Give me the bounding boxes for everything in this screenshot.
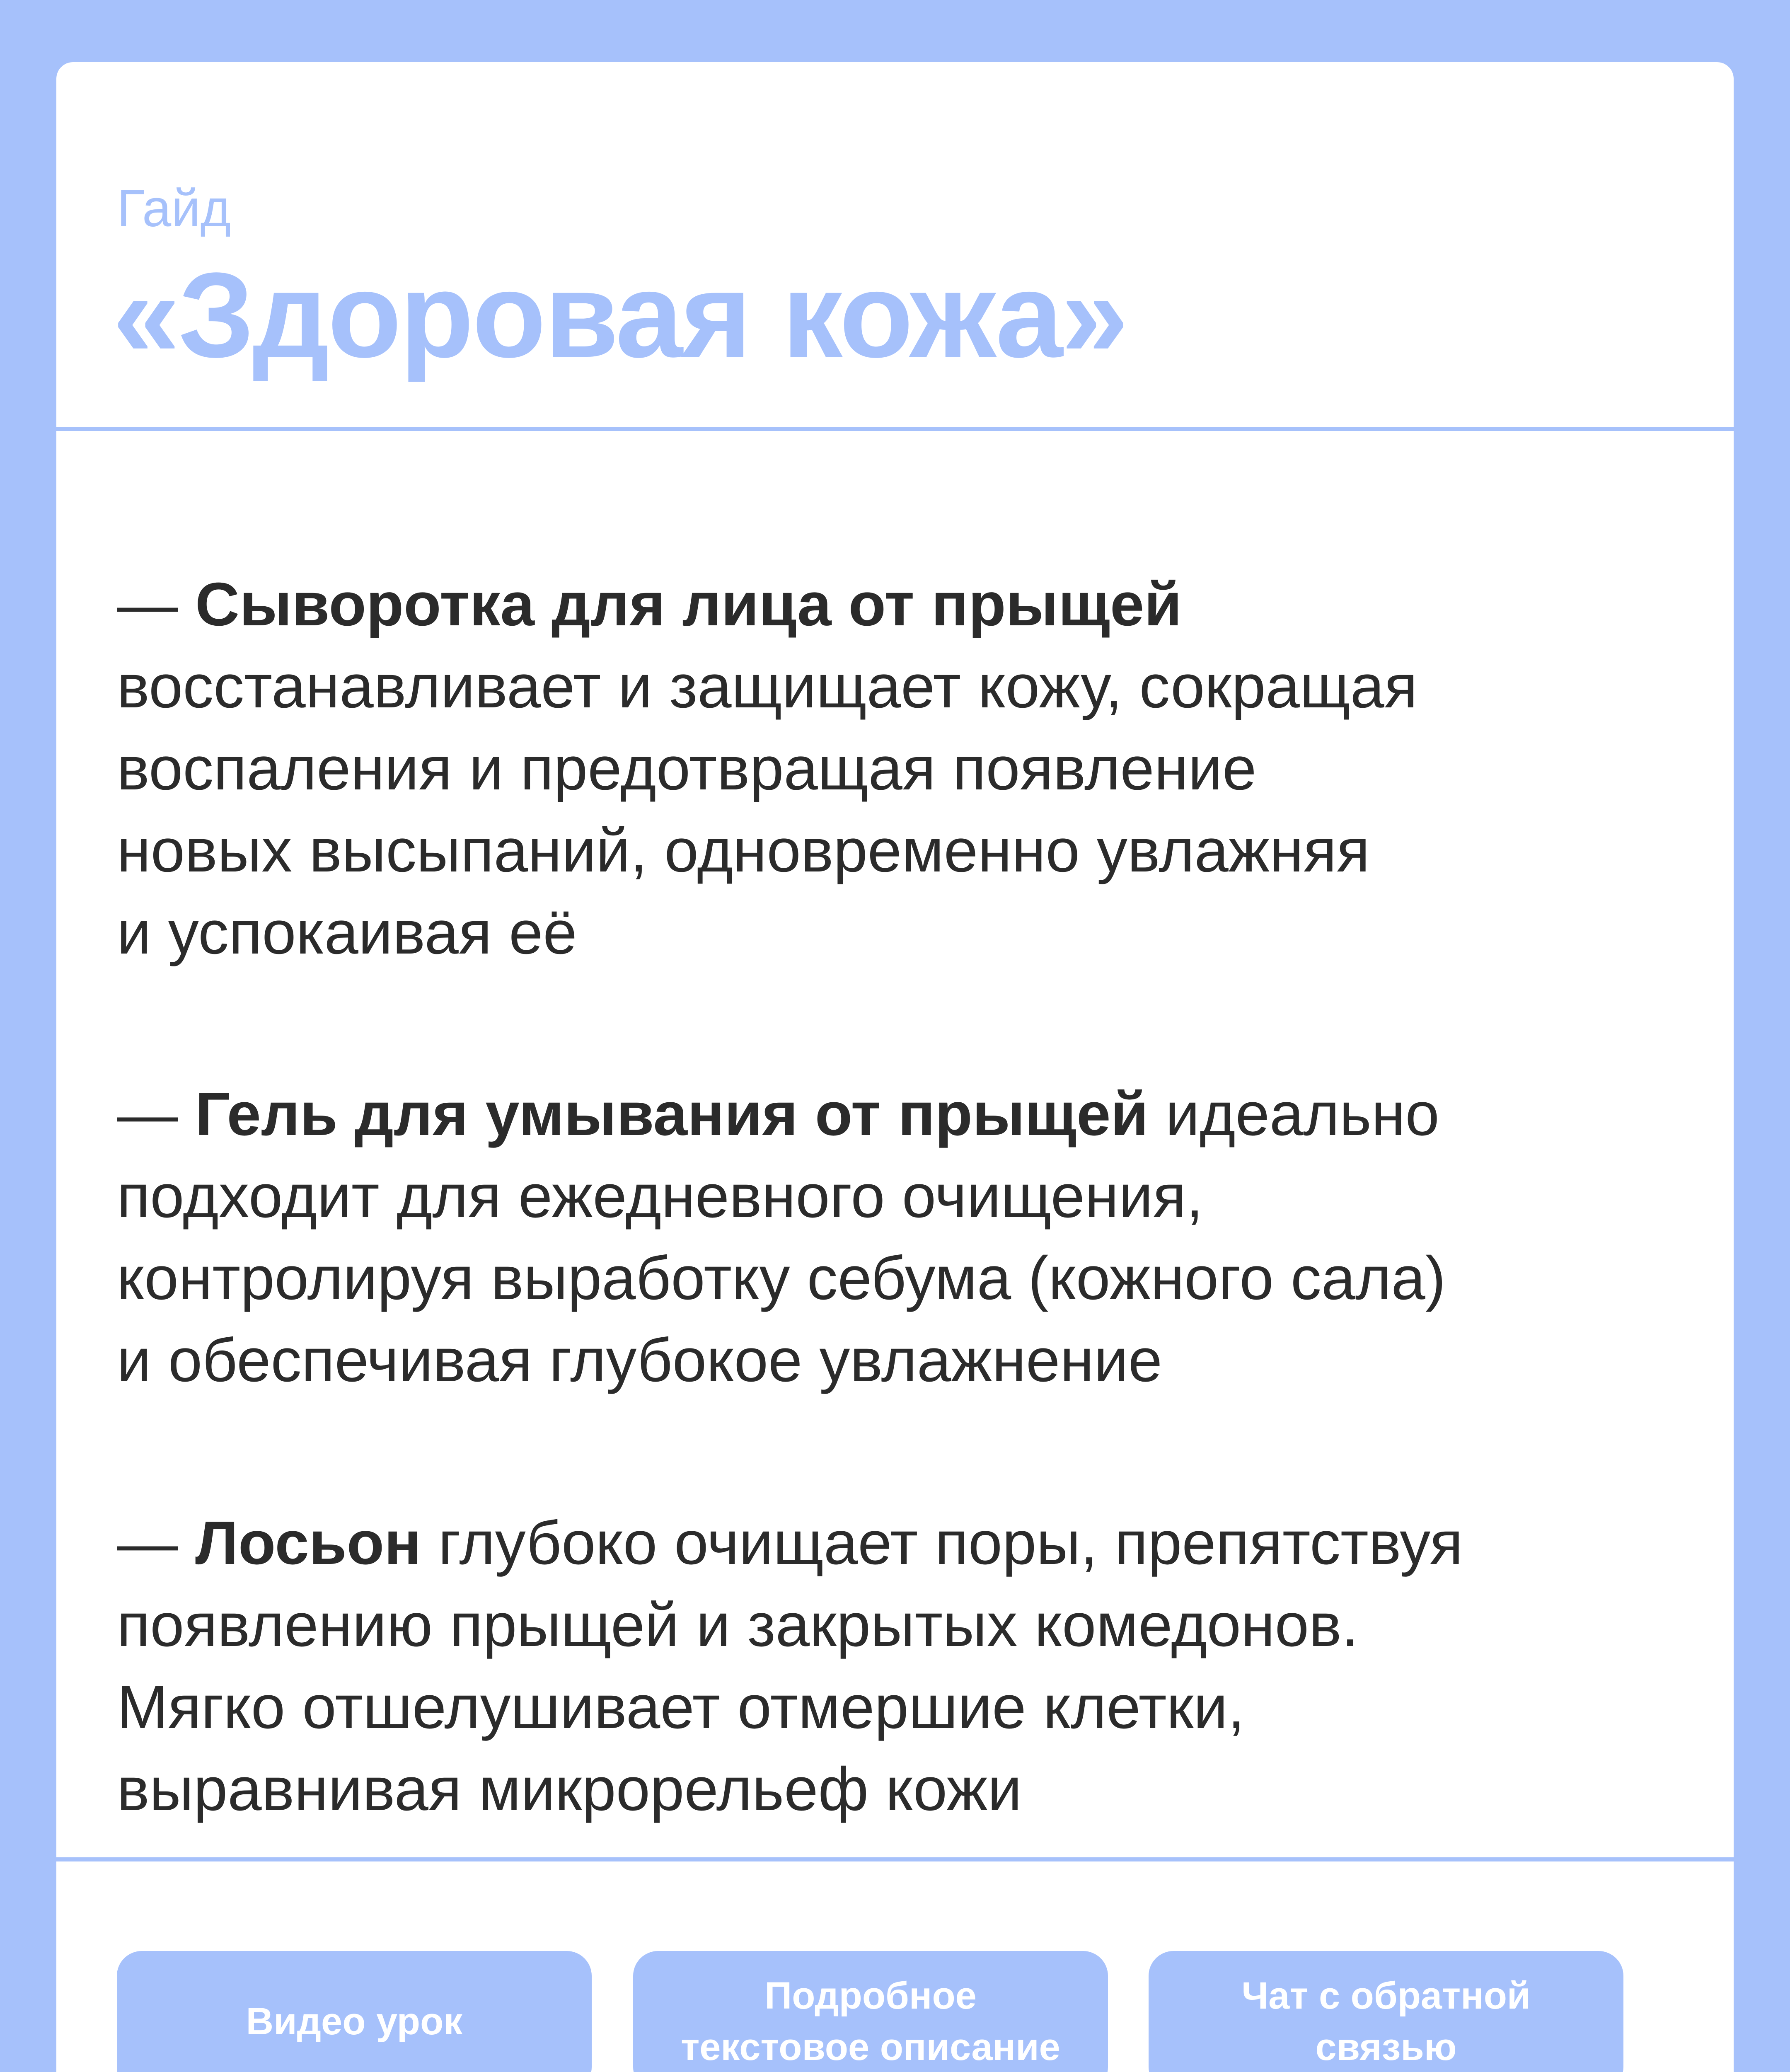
lotion-line: выравнивая микрорельеф кожи	[117, 1755, 1022, 1823]
gel-heading-tail: идеально	[1148, 1080, 1439, 1148]
text-description-button[interactable]	[633, 1951, 1108, 2072]
serum-line: восстанавливает и защищает кожу, сокращая	[117, 652, 1418, 721]
lotion-title: Лосьон	[195, 1509, 421, 1577]
serum-line: и успокаивая её	[117, 898, 577, 967]
button-label: Видео урок	[246, 2000, 463, 2043]
lotion-line: появлению прыщей и закрытых комедонов.	[117, 1591, 1359, 1659]
button-label: Подробное	[764, 1975, 977, 2017]
gel-line: и обеспечивая глубокое увлажнение	[117, 1326, 1163, 1394]
button-label: текстовое описание	[681, 2026, 1060, 2068]
serum-title: Сыворотка для лица от прыщей	[195, 570, 1182, 639]
dash: —	[117, 570, 196, 639]
button-label: Чат с обратной	[1241, 1975, 1531, 2017]
video-lesson-button[interactable]	[117, 1951, 592, 2072]
serum-paragraph	[117, 564, 1712, 974]
serum-line: воспаления и предотвращая появление	[117, 734, 1257, 803]
feedback-chat-button[interactable]	[1149, 1951, 1623, 2072]
serum-line: новых высыпаний, одновременно увлажняя	[117, 816, 1370, 885]
header-divider	[56, 427, 1734, 431]
gel-title: Гель для умывания от прыщей	[195, 1080, 1149, 1148]
gel-line: подходит для ежедневного очищения,	[117, 1162, 1203, 1230]
action-buttons	[117, 1951, 1676, 2072]
gel-paragraph	[117, 1073, 1712, 1402]
content-divider	[56, 1857, 1734, 1861]
guide-card	[56, 62, 1734, 2072]
guide-title: «Здоровая кожа»	[113, 247, 1127, 382]
lotion-heading-line	[117, 1502, 1712, 1584]
dash: —	[117, 1080, 196, 1148]
guide-eyebrow: Гайд	[117, 179, 231, 237]
gel-heading-line	[117, 1073, 1712, 1155]
button-label: связью	[1315, 2026, 1457, 2068]
gel-line: контролируя выработку себума (кожного сала)	[117, 1244, 1446, 1312]
lotion-paragraph	[117, 1502, 1712, 1830]
serum-heading-line	[117, 564, 1712, 646]
lotion-heading-tail: глубоко очищает поры, препятствуя	[421, 1509, 1463, 1577]
lotion-line: Мягко отшелушивает отмершие клетки,	[117, 1673, 1245, 1741]
dash: —	[117, 1509, 196, 1577]
